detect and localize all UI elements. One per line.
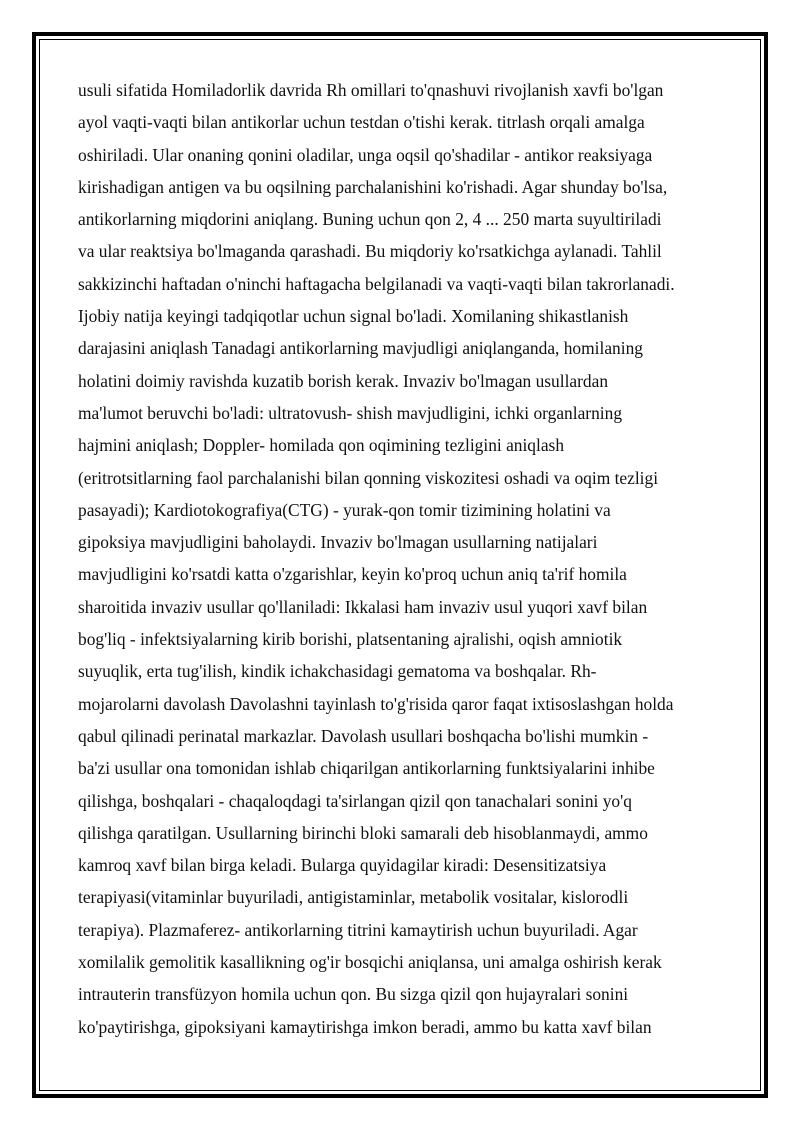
text-line: qabul qilinadi perinatal markazlar. Davolash usullari boshqacha bo'lishi mumkin - (78, 725, 649, 746)
text-line: (eritrotsitlarning faol parchalanishi bilan qonning viskozitesi oshadi va oqim tezligi (78, 467, 659, 488)
text-line: terapiya). Plazmaferez- antikorlarning titrini kamaytirish uchun buyuriladi. Agar (78, 919, 638, 940)
text-line: sharoitida invaziv usullar qo'llaniladi: Ikkalasi ham invaziv usul yuqori xavf bilan (78, 596, 648, 617)
text-line: mojarolarni davolash Davolashni tayinlash to'g'risida qaror faqat ixtisoslashgan holda (78, 693, 674, 714)
document-body (78, 74, 728, 1043)
text-line: ma'lumot beruvchi bo'ladi: ultratovush- shish mavjudligini, ichki organlarning (78, 402, 623, 423)
text-line: gipoksiya mavjudligini baholaydi. Invaziv bo'lmagan usullarning natijalari (78, 532, 598, 553)
text-line: pasayadi); Kardiotokografiya(CTG) - yurak-qon tomir tizimining holatini va (78, 499, 611, 520)
text-line: Ijobiy natija keyingi tadqiqotlar uchun signal bo'ladi. Xomilaning shikastlanish (78, 306, 629, 327)
text-line: holatini doimiy ravishda kuzatib borish kerak. Invaziv bo'lmagan usullardan (78, 370, 609, 391)
text-line: ayol vaqti-vaqti bilan antikorlar uchun testdan o'tishi kerak. titrlash orqali amalga (78, 112, 645, 133)
text-line: va ular reaktsiya bo'lmaganda qarashadi. Bu miqdoriy ko'rsatkichga aylanadi. Tahlil (78, 241, 662, 262)
text-line: usuli sifatida Homiladorlik davrida Rh omillari to'qnashuvi rivojlanish xavfi bo'lgan (78, 80, 664, 100)
text-line: antikorlarning miqdorini aniqlang. Buning uchun qon 2, 4 ... 250 marta suyultiriladi (78, 209, 662, 230)
text-line: intrauterin transfüzyon homila uchun qon. Bu sizga qizil qon hujayralari sonini (78, 984, 629, 1005)
text-line: hajmini aniqlash; Doppler- homilada qon oqimining tezligini aniqlash (78, 435, 565, 456)
text-line: xomilalik gemolitik kasallikning og'ir bosqichi aniqlansa, uni amalga oshirish kerak (78, 952, 662, 973)
text-line: kamroq xavf bilan birga keladi. Bularga quyidagilar kiradi: Desensitizatsiya (78, 855, 607, 876)
text-line: qilishga, boshqalari - chaqaloqdagi ta'sirlangan qizil qon tanachalari sonini yo'q (78, 790, 632, 811)
text-line: qilishga qaratilgan. Usullarning birinchi bloki samarali deb hisoblanmaydi, ammo (78, 822, 648, 843)
text-line: suyuqlik, erta tug'ilish, kindik ichakchasidagi gematoma va boshqalar. Rh- (78, 661, 597, 682)
text-line: darajasini aniqlash Tanadagi antikorlarning mavjudligi aniqlanganda, homilaning (78, 338, 643, 359)
text-line: kirishadigan antigen va bu oqsilning parchalanishini ko'rishadi. Agar shunday bo'lsa, (78, 176, 668, 197)
text-line: terapiyasi(vitaminlar buyuriladi, antigistaminlar, metabolik vositalar, kislorodli (78, 887, 629, 908)
text-line: ba'zi usullar ona tomonidan ishlab chiqarilgan antikorlarning funktsiyalarini inhibe (78, 758, 655, 779)
text-line: mavjudligini ko'rsatdi katta o'zgarishlar, keyin ko'proq uchun aniq ta'rif homila (78, 564, 627, 585)
text-line: bog'liq - infektsiyalarning kirib borishi, platsentaning ajralishi, oqish amniotik (78, 629, 623, 650)
text-line: oshiriladi. Ular onaning qonini oladilar, unga oqsil qo'shadilar - antikor reaksiyaga (78, 144, 653, 165)
text-line: sakkizinchi haftadan o'ninchi haftagacha belgilanadi va vaqti-vaqti bilan takrorlanadi. (78, 273, 675, 294)
text-line: ko'paytirishga, gipoksiyani kamaytirishga imkon beradi, ammo bu katta xavf bilan (78, 1016, 652, 1037)
